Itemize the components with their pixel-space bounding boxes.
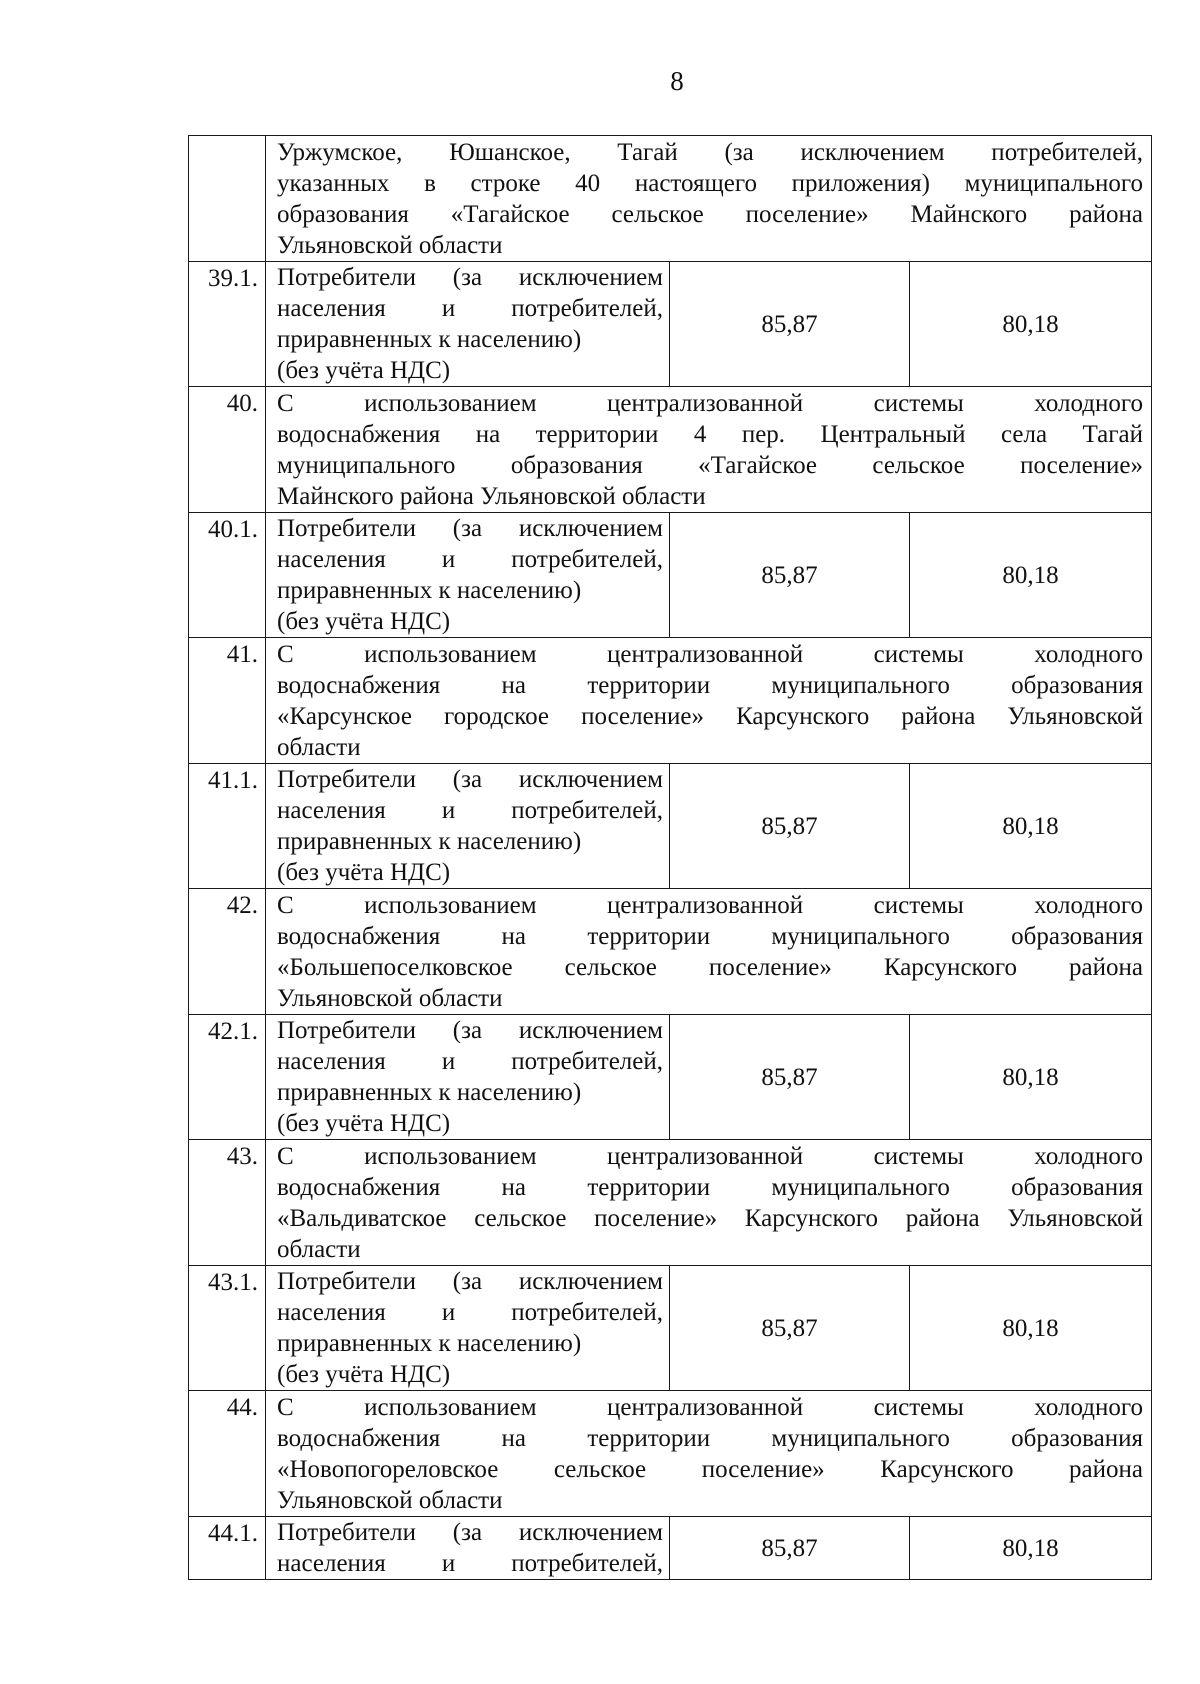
consumer-line: Потребители (за исключением <box>277 515 663 542</box>
table-row-40-1 <box>189 513 1152 638</box>
table-row-43-1 <box>189 1266 1152 1391</box>
supply-description <box>266 1140 1152 1266</box>
tariff-value-2: 80,18 <box>910 262 1152 387</box>
consumer-category <box>266 764 670 889</box>
tariff-value-2: 80,18 <box>910 1015 1152 1140</box>
description-line: Ульяновской области <box>277 1487 503 1514</box>
description-line: «Новопогореловское сельское поселение» Карсунского района <box>277 1456 1144 1483</box>
description-line: «Карсунское городское поселение» Карсунского района Ульяновской <box>277 703 1144 730</box>
tariff-value-1: 85,87 <box>670 513 910 638</box>
tariff-table <box>188 135 1152 1580</box>
description-line: Ульяновской области <box>277 985 503 1012</box>
description-line: водоснабжения на территории муниципального образования <box>277 923 1144 950</box>
table-row-39-1 <box>189 262 1152 387</box>
row-number: 44. <box>189 1391 266 1517</box>
description-line: муниципального образования «Тагайское сельское поселение» <box>277 452 1144 479</box>
description-line: С использованием централизованной системы холодного <box>277 892 1144 919</box>
consumer-category <box>266 1015 670 1140</box>
row-number: 42.1. <box>189 1015 266 1140</box>
supply-description <box>266 136 1152 262</box>
consumer-line: приравненных к населению) <box>277 577 582 604</box>
tariff-value-1: 85,87 <box>670 764 910 889</box>
row-number: 43. <box>189 1140 266 1266</box>
tariff-value-1: 85,87 <box>670 1266 910 1391</box>
description-line: водоснабжения на территории 4 пер. Центральный села Тагай <box>277 421 1144 448</box>
description-line: Майнского района Ульяновской области <box>277 483 706 510</box>
table-row-42-1 <box>189 1015 1152 1140</box>
row-number: 40.1. <box>189 513 266 638</box>
table-row-44-1 <box>189 1517 1152 1580</box>
consumer-line: Потребители (за исключением <box>277 264 663 291</box>
consumer-category <box>266 1266 670 1391</box>
table-row-40 <box>189 387 1152 513</box>
description-line: С использованием централизованной системы холодного <box>277 1394 1144 1421</box>
consumer-line: населения и потребителей, <box>277 546 663 573</box>
consumer-line: населения и потребителей, <box>277 797 663 824</box>
consumer-category <box>266 262 670 387</box>
consumer-line: (без учёта НДС) <box>277 608 451 635</box>
supply-description <box>266 1391 1152 1517</box>
consumer-line: Потребители (за исключением <box>277 1268 663 1295</box>
row-number: 43.1. <box>189 1266 266 1391</box>
consumer-line: Потребители (за исключением <box>277 766 663 793</box>
consumer-line: приравненных к населению) <box>277 1079 582 1106</box>
consumer-line: (без учёта НДС) <box>277 1361 451 1388</box>
supply-description <box>266 889 1152 1015</box>
description-line: С использованием централизованной системы холодного <box>277 1143 1144 1170</box>
description-line: водоснабжения на территории муниципального образования <box>277 672 1144 699</box>
consumer-category <box>266 513 670 638</box>
row-number <box>189 136 266 262</box>
row-number: 42. <box>189 889 266 1015</box>
description-line: области <box>277 734 361 761</box>
tariff-value-1: 85,87 <box>670 1015 910 1140</box>
consumer-line: Потребители (за исключением <box>277 1017 663 1044</box>
description-line: Уржумское, Юшанское, Тагай (за исключением потребителей, <box>277 139 1144 166</box>
table-row-41-1 <box>189 764 1152 889</box>
consumer-line: населения и потребителей, <box>277 1299 663 1326</box>
description-line: образования «Тагайское сельское поселение» Майнского района <box>277 201 1144 228</box>
consumer-line: населения и потребителей, <box>277 295 663 322</box>
description-line: водоснабжения на территории муниципального образования <box>277 1425 1144 1452</box>
description-line: С использованием централизованной системы холодного <box>277 641 1144 668</box>
consumer-line: населения и потребителей, <box>277 1048 663 1075</box>
table-row-39-description <box>189 136 1152 262</box>
consumer-category <box>266 1517 670 1580</box>
description-line: Ульяновской области <box>277 232 503 259</box>
consumer-line: (без учёта НДС) <box>277 1110 451 1137</box>
tariff-value-2: 80,18 <box>910 764 1152 889</box>
consumer-line: Потребители (за исключением <box>277 1519 663 1546</box>
row-number: 44.1. <box>189 1517 266 1580</box>
description-line: «Большепоселковское сельское поселение» Карсунского района <box>277 954 1144 981</box>
consumer-line: населения и потребителей, <box>277 1550 663 1577</box>
description-line: «Вальдиватское сельское поселение» Карсунского района Ульяновской <box>277 1205 1144 1232</box>
table-row-42 <box>189 889 1152 1015</box>
tariff-value-1: 85,87 <box>670 1517 910 1580</box>
table-row-43 <box>189 1140 1152 1266</box>
row-number: 39.1. <box>189 262 266 387</box>
description-line: водоснабжения на территории муниципального образования <box>277 1174 1144 1201</box>
row-number: 41.1. <box>189 764 266 889</box>
tariff-value-2: 80,18 <box>910 513 1152 638</box>
row-number: 40. <box>189 387 266 513</box>
consumer-line: приравненных к населению) <box>277 828 582 855</box>
consumer-line: (без учёта НДС) <box>277 357 451 384</box>
tariff-value-1: 85,87 <box>670 262 910 387</box>
description-line: С использованием централизованной системы холодного <box>277 390 1144 417</box>
consumer-line: приравненных к населению) <box>277 326 582 353</box>
tariff-value-2: 80,18 <box>910 1266 1152 1391</box>
table-row-44 <box>189 1391 1152 1517</box>
consumer-line: приравненных к населению) <box>277 1330 582 1357</box>
tariff-value-2: 80,18 <box>910 1517 1152 1580</box>
description-line: области <box>277 1236 361 1263</box>
description-line: указанных в строке 40 настоящего приложения) муниципального <box>277 170 1144 197</box>
row-number: 41. <box>189 638 266 764</box>
consumer-line: (без учёта НДС) <box>277 859 451 886</box>
page-number: 8 <box>670 66 684 96</box>
table-row-41 <box>189 638 1152 764</box>
supply-description <box>266 638 1152 764</box>
supply-description <box>266 387 1152 513</box>
